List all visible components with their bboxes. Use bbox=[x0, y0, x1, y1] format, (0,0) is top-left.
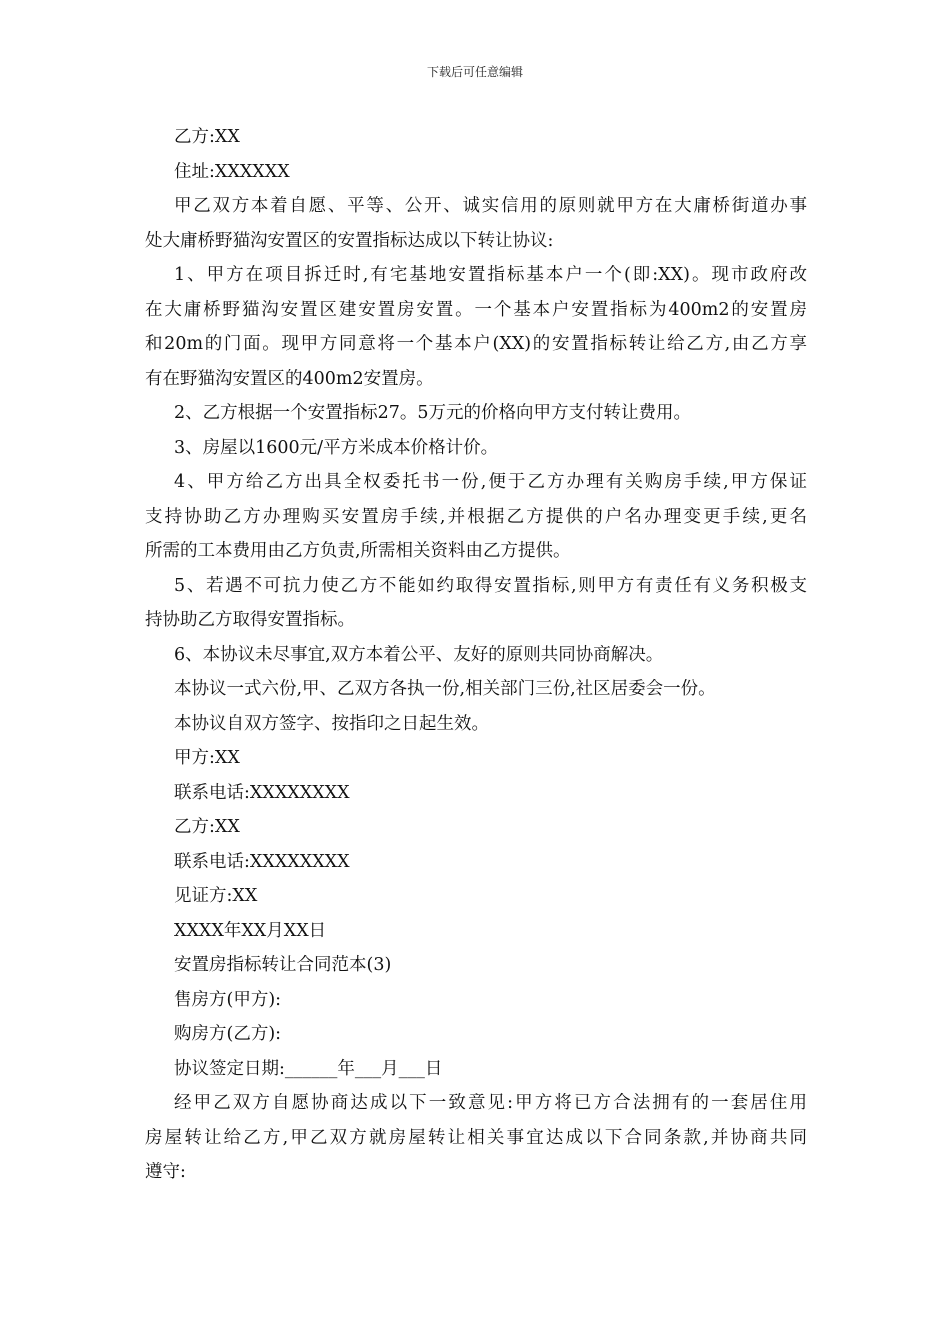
text-line: 乙方:XX bbox=[174, 817, 240, 837]
text-line: 购房方(乙方): bbox=[174, 1024, 282, 1044]
text-line: 遵守: bbox=[145, 1162, 186, 1182]
text-line: 乙方:XX bbox=[174, 127, 240, 147]
text-line: 本协议一式六份,甲、乙双方各执一份,相关部门三份,社区居委会一份。 bbox=[174, 679, 716, 699]
text-line: 5、若遇不可抗力使乙方不能如约取得安置指标,则甲方有责任有义务积极支 bbox=[174, 575, 807, 596]
text-line: 联系电话:XXXXXXXX bbox=[174, 782, 350, 803]
text-line: 3、房屋以1600元/平方米成本价格计价。 bbox=[174, 437, 499, 458]
text-line: 支持协助乙方办理购买安置房手续,并根据乙方提供的户名办理变更手续,更名 bbox=[145, 506, 807, 527]
text-line: 经甲乙双方自愿协商达成以下一致意见:甲方将已方合法拥有的一套居住用 bbox=[174, 1093, 807, 1113]
document-body bbox=[145, 120, 807, 1190]
text-line: 售房方(甲方): bbox=[174, 989, 282, 1010]
text-line: 联系电话:XXXXXXXX bbox=[174, 851, 350, 872]
text-line: 甲方:XX bbox=[174, 748, 240, 768]
text-line: 安置房指标转让合同范本(3) bbox=[174, 955, 392, 975]
text-line: 6、本协议未尽事宜,双方本着公平、友好的原则共同协商解决。 bbox=[174, 644, 664, 665]
text-line: 和20m的门面。现甲方同意将一个基本户(XX)的安置指标转让给乙方,由乙方享 bbox=[145, 334, 807, 354]
text-line: 2、乙方根据一个安置指标27。5万元的价格向甲方支付转让费用。 bbox=[174, 403, 692, 423]
text-line: 甲乙双方本着自愿、平等、公开、诚实信用的原则就甲方在大庸桥街道办事 bbox=[174, 196, 807, 216]
text-line: 住址:XXXXXX bbox=[174, 161, 290, 182]
text-line: 1、甲方在项目拆迁时,有宅基地安置指标基本户一个(即:XX)。现市政府改 bbox=[174, 265, 807, 285]
text-line: 协议签定日期:______年___月___日 bbox=[174, 1058, 443, 1079]
text-line: 在大庸桥野猫沟安置区建安置房安置。一个基本户安置指标为400m2的安置房 bbox=[145, 299, 807, 320]
text-line: 持协助乙方取得安置指标。 bbox=[145, 610, 355, 630]
text-line: 处大庸桥野猫沟安置区的安置指标达成以下转让协议: bbox=[145, 230, 554, 251]
text-line: 有在野猫沟安置区的400m2安置房。 bbox=[145, 368, 434, 389]
text-line: XXXX年XX月XX日 bbox=[174, 920, 327, 941]
text-line: 房屋转让给乙方,甲乙双方就房屋转让相关事宜达成以下合同条款,并协商共同 bbox=[145, 1127, 807, 1148]
page-header: 下载后可任意编辑 bbox=[426, 65, 523, 79]
text-line: 本协议自双方签字、按指印之日起生效。 bbox=[174, 713, 489, 734]
text-line: 4、甲方给乙方出具全权委托书一份,便于乙方办理有关购房手续,甲方保证 bbox=[174, 472, 807, 492]
text-line: 所需的工本费用由乙方负责,所需相关资料由乙方提供。 bbox=[145, 541, 571, 561]
text-line: 见证方:XX bbox=[174, 886, 258, 906]
